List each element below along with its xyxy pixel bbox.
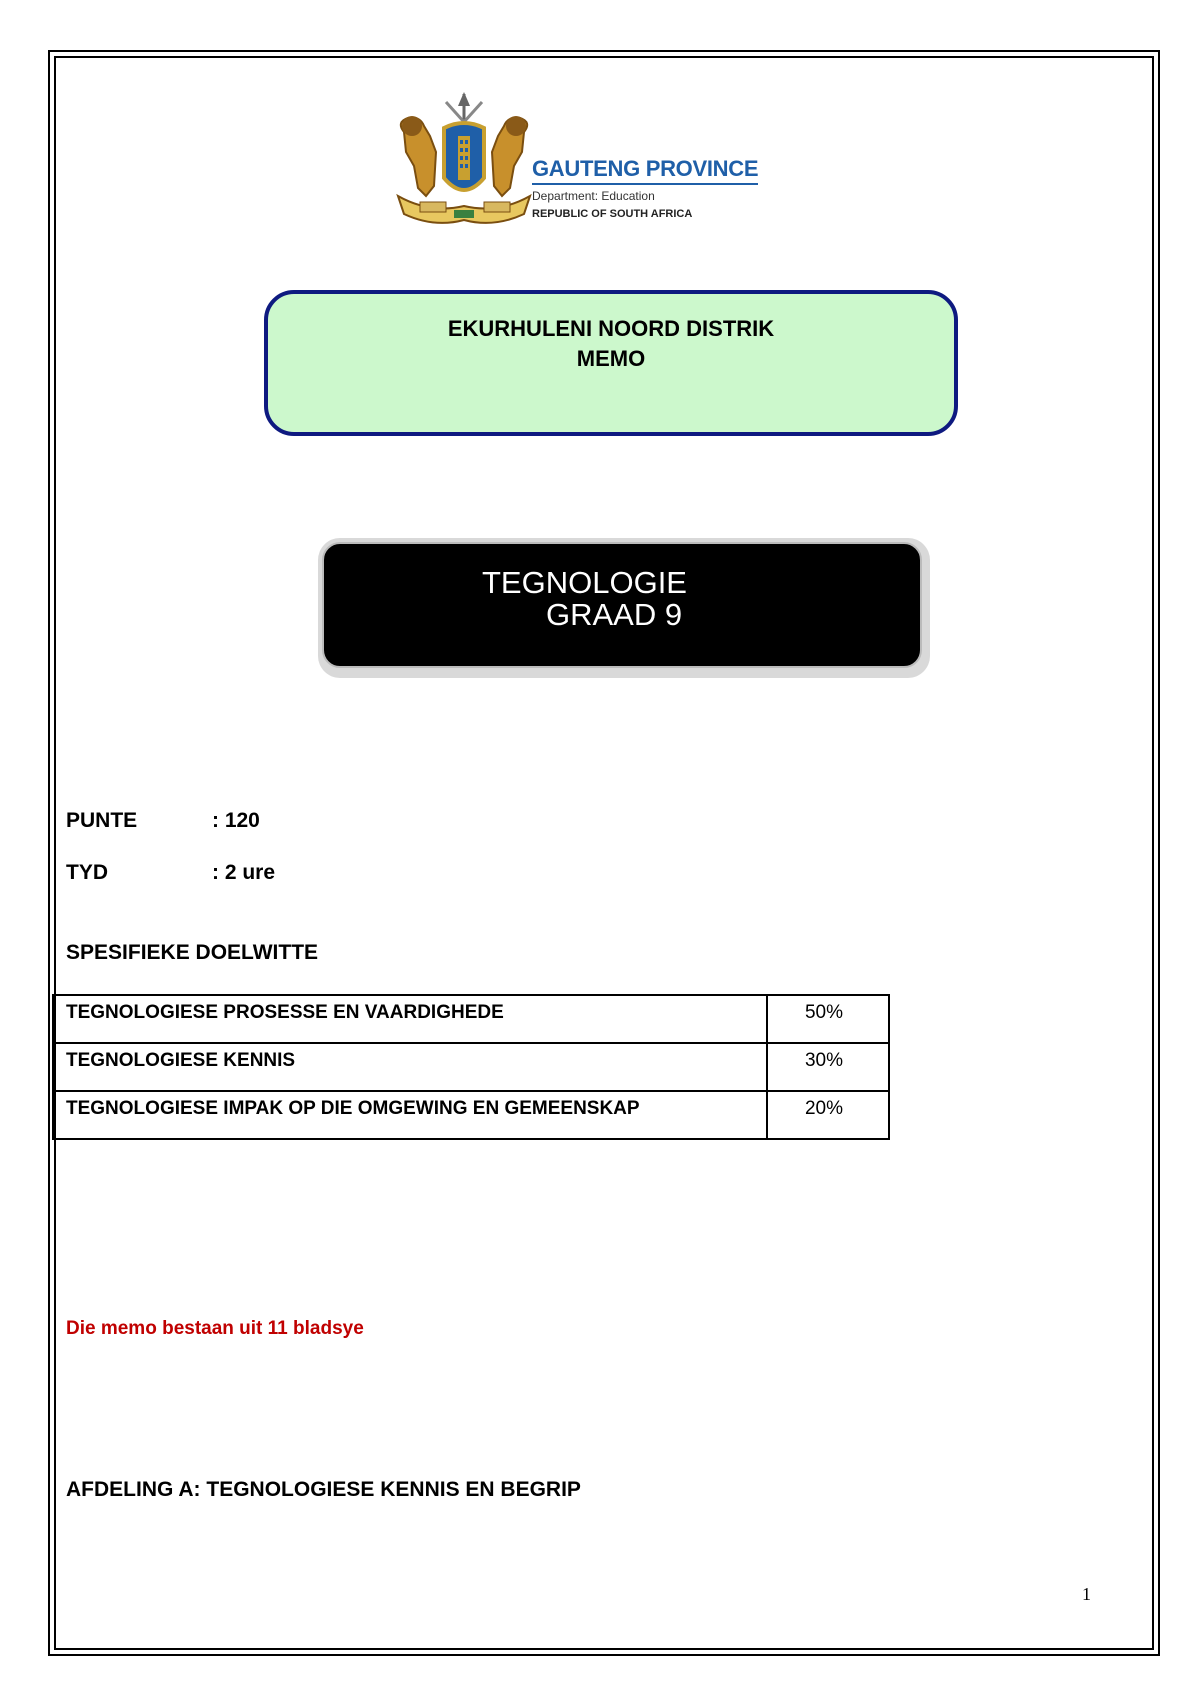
logo-department: Department: Education (532, 189, 655, 203)
district-box (264, 290, 958, 436)
table-row (53, 1043, 889, 1091)
marks-row (66, 809, 260, 833)
document-type: MEMO (576, 346, 646, 371)
page-count-note: Die memo bestaan uit 11 bladsye (66, 1318, 364, 1339)
district-name: EKURHULENI NOORD DISTRIK (447, 316, 775, 341)
coat-of-arms-icon (390, 92, 540, 232)
marks-label: PUNTE (66, 809, 138, 832)
logo-title: GAUTENG PROVINCE (532, 156, 758, 185)
table-row (53, 1091, 889, 1139)
goal-name: TEGNOLOGIESE PROSESSE EN VAARDIGHEDE (53, 995, 767, 1043)
table-row (53, 995, 889, 1043)
goals-table (52, 994, 890, 1140)
logo-text (532, 156, 758, 221)
subject-box (322, 542, 922, 668)
time-value: : 2 ure (212, 861, 276, 884)
time-row (66, 861, 275, 885)
time-label: TYD (66, 861, 108, 884)
goal-percent: 30% (767, 1043, 889, 1091)
page-number: 1 (1082, 1584, 1091, 1604)
grade-label: GRAAD 9 (546, 597, 683, 632)
goal-percent: 50% (767, 995, 889, 1043)
goals-heading: SPESIFIEKE DOELWITTE (66, 941, 319, 964)
marks-value: : 120 (212, 809, 260, 832)
goal-name: TEGNOLOGIESE KENNIS (53, 1043, 767, 1091)
goal-name: TEGNOLOGIESE IMPAK OP DIE OMGEWING EN GEMEENSKAP (53, 1091, 767, 1139)
subject-name: TEGNOLOGIE (482, 565, 687, 600)
section-heading: AFDELING A: TEGNOLOGIESE KENNIS EN BEGRIP (66, 1478, 581, 1501)
logo-country: REPUBLIC OF SOUTH AFRICA (532, 208, 693, 220)
goal-percent: 20% (767, 1091, 889, 1139)
